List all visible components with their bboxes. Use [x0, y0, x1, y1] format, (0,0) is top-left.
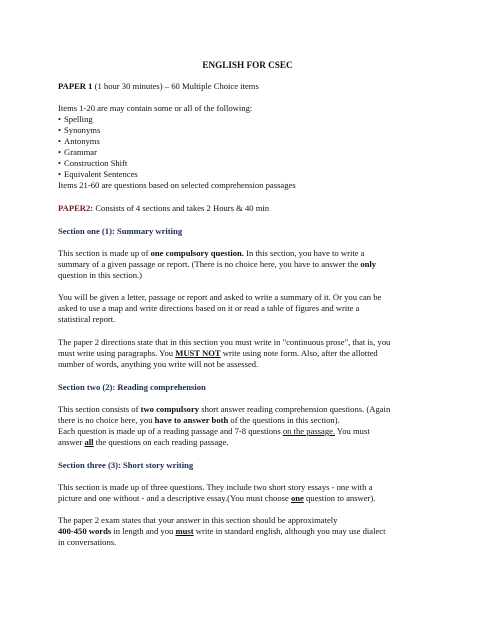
- bullet-icon: •: [58, 158, 62, 168]
- section3-line: The paper 2 exam states that your answer in this section should be approximately: [58, 515, 338, 525]
- section1-p3-line: number of words, anything you write will not be assessed.: [58, 359, 259, 369]
- section2-heading: Section two (2): Reading comprehension: [58, 382, 206, 392]
- paper1-line: [58, 81, 259, 92]
- section3-line: 400-450 words in length and you must write in standard english, although you may use dialect: [58, 526, 386, 536]
- section2-line: there is no choice here, you have to answer both of the questions in this section).: [58, 415, 340, 425]
- bullet-icon: •: [58, 169, 62, 179]
- paper1-label: PAPER 1: [58, 81, 93, 91]
- bullet-icon: •: [58, 136, 62, 146]
- bullet-item: • Antonyms: [58, 136, 100, 146]
- section1-p1-line: summary of a given passage or report. (There is no choice here, you have to answer the only: [58, 259, 377, 269]
- section1-p2-line: You will be given a letter, passage or report and asked to write a summary of it. Or you can be: [58, 292, 382, 302]
- section1-p1-line: This section is made up of one compulsory question. In this section, you have to write a: [58, 248, 365, 258]
- must-not-emphasis: MUST NOT: [175, 348, 221, 358]
- section2-line: Each question is made up of a reading passage and 7-8 questions on the passage. You must: [58, 426, 370, 436]
- section3-line: in conversations.: [58, 537, 117, 547]
- bullet-icon: •: [58, 147, 62, 157]
- paper2-detail: Consists of 4 sections and takes 2 Hours & 40 min: [93, 203, 270, 213]
- paper1-detail: (1 hour 30 minutes) – 60 Multiple Choice items: [92, 81, 259, 91]
- section2-line: answer all the questions on each reading passage.: [58, 437, 229, 447]
- section3-line: picture and one without - and a descriptive essay.(You must choose one question to answer).: [58, 493, 376, 503]
- section1-p2-line: asked to use a map and write directions based on it or read a table of figures and write a: [58, 303, 360, 313]
- section1-heading: Section one (1): Summary writing: [58, 226, 183, 236]
- section1-p1-line: question in this section.): [58, 270, 143, 280]
- bullet-item: • Equivalent Sentences: [58, 169, 138, 179]
- paper2-label: PAPER2:: [58, 203, 94, 213]
- section1-p2-line: statistical report.: [58, 314, 116, 324]
- bullet-icon: •: [58, 114, 62, 124]
- items-outro: Items 21-60 are questions based on selected comprehension passages: [58, 180, 296, 190]
- section1-p3-line: The paper 2 directions state that in this section you must write in "continuous prose", that is, you: [58, 337, 391, 347]
- paper2-line: [58, 203, 269, 214]
- bullet-item: • Grammar: [58, 147, 97, 157]
- bullet-icon: •: [58, 125, 62, 135]
- section3-heading: Section three (3): Short story writing: [58, 460, 194, 470]
- bullet-item: • Construction Shift: [58, 158, 128, 168]
- bullet-item: • Synonyms: [58, 125, 101, 135]
- bullet-item: • Spelling: [58, 114, 93, 124]
- items-intro: Items 1-20 are may contain some or all of the following:: [58, 103, 253, 113]
- section3-line: This section is made up of three questions. They include two short story essays - one with a: [58, 482, 373, 492]
- section2-line: This section consists of two compulsory short answer reading comprehension questions. (Again: [58, 404, 391, 414]
- section1-p3-line: must write using paragraphs. You MUST NOT write using note form. Also, after the allotted: [58, 348, 378, 358]
- page-title: ENGLISH FOR CSEC: [202, 60, 293, 70]
